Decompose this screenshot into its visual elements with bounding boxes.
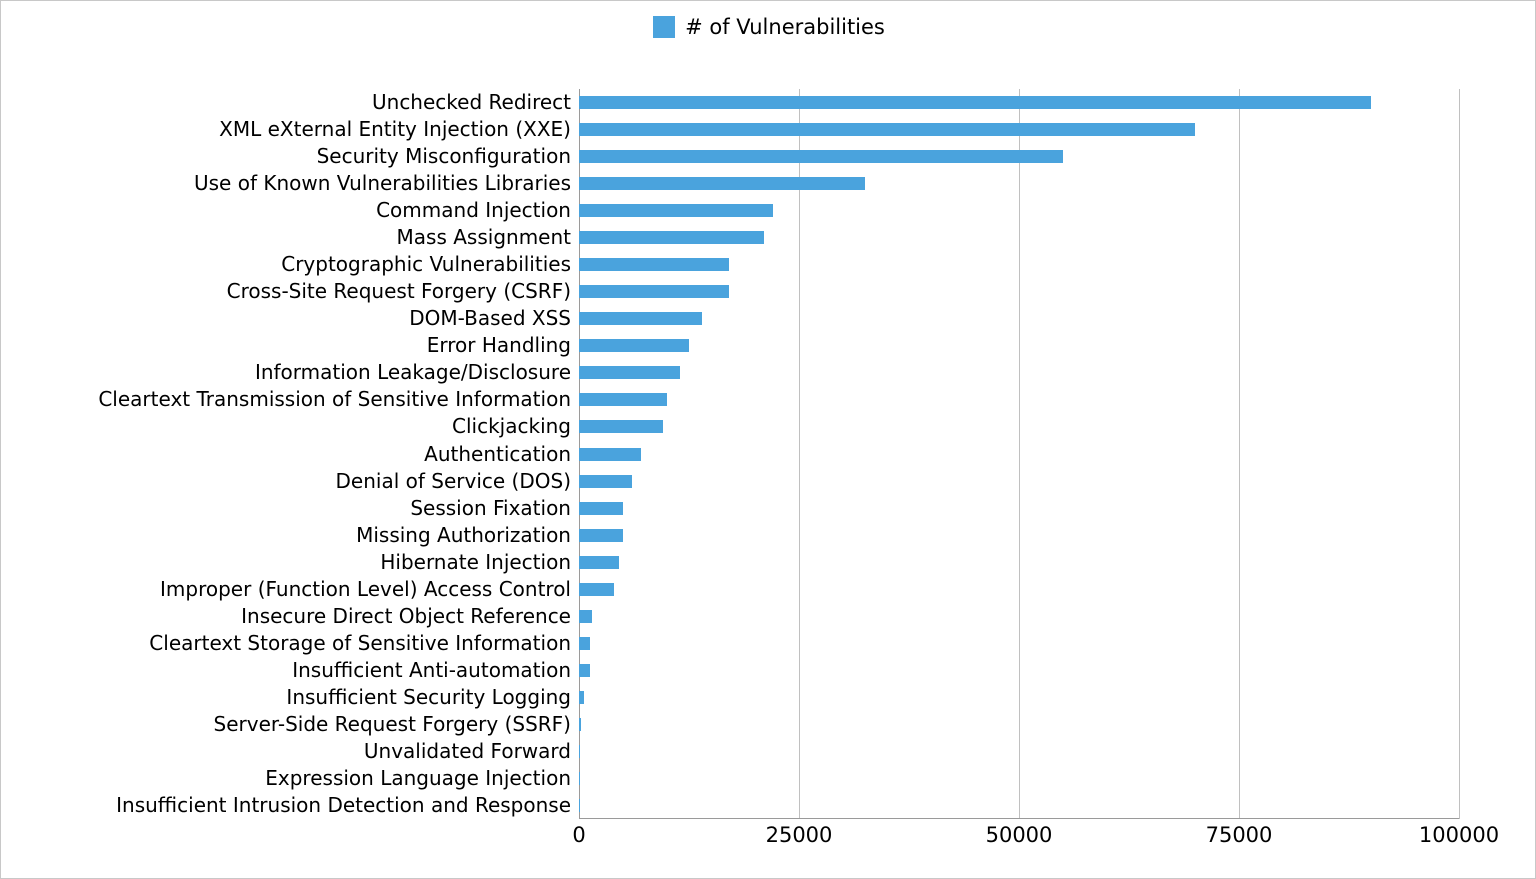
bar [579,556,619,569]
bar-row [579,576,614,603]
bar-row [579,495,623,522]
bar-row [579,278,729,305]
bar-row [579,657,590,684]
bar [579,718,581,731]
bar [579,150,1063,163]
x-tick-label: 75000 [1205,823,1273,847]
bar [579,745,580,758]
bar-row [579,89,1371,116]
bar-row [579,332,689,359]
bar-row [579,305,702,332]
legend-swatch-vulnerabilities [653,16,675,38]
category-label: Clickjacking [452,414,571,439]
bar-row [579,116,1195,143]
x-tick-label: 50000 [985,823,1053,847]
bar-row [579,251,729,278]
bar-row [579,522,623,549]
category-label: Use of Known Vulnerabilities Libraries [193,171,571,196]
category-label: Error Handling [426,333,571,358]
bar [579,393,667,406]
bar-row [579,549,619,576]
bar [579,96,1371,109]
category-label: Insecure Direct Object Reference [241,603,571,628]
bar [579,772,580,785]
bar-row [579,468,632,495]
category-label: Unchecked Redirect [372,90,571,115]
bar-row [579,224,764,251]
bar-row [579,359,680,386]
category-axis-labels [1,89,571,819]
bar-row [579,197,773,224]
bar [579,285,729,298]
category-label: Cleartext Transmission of Sensitive Information [98,387,571,412]
bar-row [579,630,590,657]
bar [579,177,865,190]
bar [579,123,1195,136]
bar [579,366,680,379]
bar-row [579,170,865,197]
category-label: Expression Language Injection [265,765,571,790]
bar [579,204,773,217]
bar-row [579,441,641,468]
category-label: Cross-Site Request Forgery (CSRF) [226,279,571,304]
bar-row [579,738,580,765]
bar [579,799,580,812]
category-label: Information Leakage/Disclosure [254,360,571,385]
bar [579,691,584,704]
bar [579,664,590,677]
category-label: Hibernate Injection [380,549,571,574]
bar-series [579,89,1459,819]
bar [579,502,623,515]
chart-legend [1,15,1536,39]
category-label: Insufficient Anti-automation [292,657,571,682]
bar [579,475,632,488]
category-label: Server-Side Request Forgery (SSRF) [213,711,571,736]
category-label: Command Injection [376,198,571,223]
x-tick-label: 25000 [765,823,833,847]
category-label: Improper (Function Level) Access Control [160,576,571,601]
category-label: Cryptographic Vulnerabilities [281,252,571,277]
plot-area [579,89,1459,819]
category-label: Unvalidated Forward [363,738,571,763]
bar [579,529,623,542]
bar-row [579,413,663,440]
category-label: Missing Authorization [356,522,571,547]
category-label: DOM-Based XSS [409,306,571,331]
legend-label-vulnerabilities: # of Vulnerabilities [685,15,885,39]
bar-row [579,603,592,630]
category-label: Insufficient Security Logging [286,684,571,709]
category-label: Mass Assignment [396,225,571,250]
x-tick-label: 0 [572,823,586,847]
bar [579,258,729,271]
category-label: XML eXternal Entity Injection (XXE) [219,117,571,142]
bar-row [579,143,1063,170]
bar [579,637,590,650]
category-label: Insufficient Intrusion Detection and Response [116,792,571,817]
bar [579,583,614,596]
bar [579,448,641,461]
x-axis-tick-labels [572,823,1500,857]
category-label: Security Misconfiguration [316,144,571,169]
bar [579,312,702,325]
bar-row [579,765,580,792]
x-tick-label: 100000 [1418,823,1500,847]
category-label: Session Fixation [410,495,571,520]
bar [579,610,592,623]
bar [579,420,663,433]
bar-row [579,684,584,711]
bar-row [579,711,581,738]
bar-row [579,792,580,819]
category-label: Denial of Service (DOS) [335,468,571,493]
bar [579,339,689,352]
bar [579,231,764,244]
gridline-100000 [1459,89,1460,819]
bar-row [579,386,667,413]
category-label: Authentication [424,441,571,466]
category-label: Cleartext Storage of Sensitive Information [149,630,571,655]
